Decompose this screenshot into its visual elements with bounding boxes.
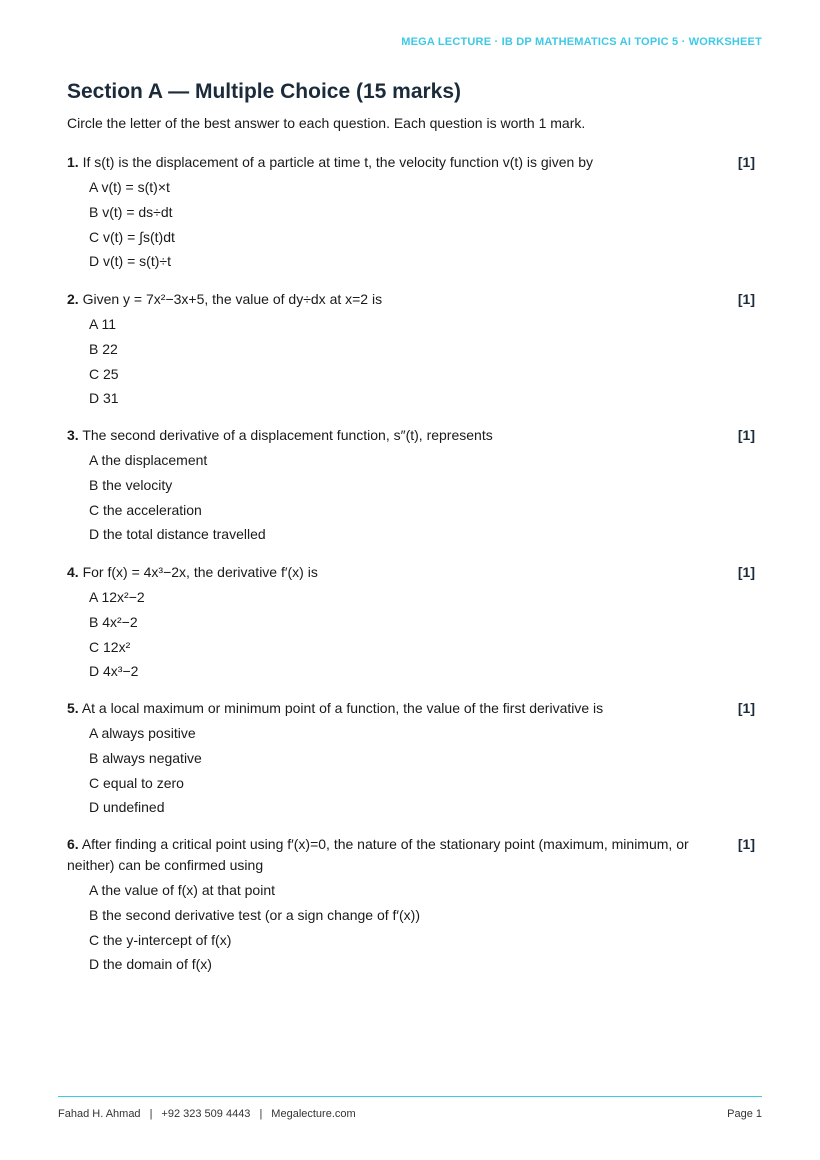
question-text: If s(t) is the displacement of a particle at time t, the velocity function v(t) is given by: [82, 154, 594, 170]
question-6: [67, 834, 755, 977]
question-text: Given y = 7x²−3x+5, the value of dy÷dx at x=2 is: [82, 291, 383, 307]
option-c[interactable]: C v(t) = ∫s(t)dt: [89, 228, 175, 245]
option-a[interactable]: A always positive: [89, 725, 196, 741]
question-marks: [1]: [737, 291, 755, 307]
question-marks: [1]: [737, 564, 755, 580]
option-d[interactable]: D 4x³−2: [89, 663, 139, 680]
option-c[interactable]: C the y-intercept of f(x): [89, 931, 232, 948]
question-text: After finding a critical point using f′(x)=0, the nature of the stationary point (maximum, minimum, or neither) can be confirmed using: [67, 836, 689, 873]
instructions: Circle the letter of the best answer to each question. Each question is worth 1 mark.: [67, 115, 586, 131]
option-d[interactable]: D undefined: [89, 799, 165, 816]
option-list: [89, 585, 755, 684]
question-number: 2.: [67, 291, 79, 307]
section-title: Section A — Multiple Choice (15 marks): [67, 80, 462, 103]
option-list: [89, 878, 755, 977]
option-list: [89, 448, 755, 547]
option-b[interactable]: B the second derivative test (or a sign change of f′(x)): [89, 906, 421, 923]
question-marks: [1]: [737, 154, 755, 170]
question-number: 4.: [67, 564, 79, 580]
option-d[interactable]: D the domain of f(x): [89, 956, 212, 973]
option-a[interactable]: A v(t) = s(t)×t: [89, 179, 170, 195]
option-d[interactable]: D the total distance travelled: [89, 526, 266, 543]
question-number: 6.: [67, 836, 79, 852]
option-b[interactable]: B 22: [89, 340, 118, 357]
option-a[interactable]: A 11: [89, 316, 116, 332]
option-c[interactable]: C the acceleration: [89, 501, 202, 518]
page-number: Page 1: [727, 1108, 762, 1120]
question-stem: [67, 152, 755, 173]
option-b[interactable]: B 4x²−2: [89, 613, 138, 630]
footer-separator: |: [259, 1108, 263, 1120]
question-1: [67, 152, 755, 274]
question-stem: [67, 698, 755, 719]
footer-separator: |: [149, 1108, 153, 1120]
question-marks: [1]: [737, 427, 755, 443]
option-a[interactable]: A the displacement: [89, 452, 208, 468]
option-b[interactable]: B v(t) = ds÷dt: [89, 203, 173, 220]
option-d[interactable]: D 31: [89, 390, 119, 407]
question-4: [67, 562, 755, 684]
question-text: For f(x) = 4x³−2x, the derivative f′(x) is: [82, 564, 318, 580]
page-header: MEGA LECTURE · IB DP MATHEMATICS AI TOPIC 5 · WORKSHEET: [401, 36, 762, 48]
question-2: [67, 289, 755, 411]
question-stem: [67, 834, 755, 876]
question-text: At a local maximum or minimum point of a function, the value of the first derivative is: [81, 700, 604, 716]
option-d[interactable]: D v(t) = s(t)÷t: [89, 253, 171, 270]
option-a[interactable]: A 12x²−2: [89, 589, 145, 605]
question-3: [67, 425, 755, 547]
option-c[interactable]: C 25: [89, 365, 119, 382]
footer-website[interactable]: Megalecture.com: [271, 1108, 356, 1120]
option-b[interactable]: B the velocity: [89, 476, 173, 493]
question-5: [67, 698, 755, 820]
question-marks: [1]: [737, 700, 755, 716]
question-marks: [1]: [737, 836, 755, 852]
footer-author: Fahad H. Ahmad: [58, 1108, 141, 1120]
option-b[interactable]: B always negative: [89, 749, 202, 766]
footer-phone: +92 323 509 4443: [161, 1108, 251, 1120]
option-c[interactable]: C 12x²: [89, 638, 131, 655]
option-c[interactable]: C equal to zero: [89, 774, 184, 791]
option-list: [89, 312, 755, 411]
footer-divider: [58, 1096, 762, 1097]
question-stem: [67, 289, 755, 310]
footer-contact: [58, 1108, 356, 1120]
question-stem: [67, 425, 755, 446]
question-text: The second derivative of a displacement function, s″(t), represents: [82, 427, 493, 443]
question-number: 3.: [67, 427, 79, 443]
question-number: 1.: [67, 154, 79, 170]
question-number: 5.: [67, 700, 79, 716]
option-a[interactable]: A the value of f(x) at that point: [89, 882, 275, 898]
option-list: [89, 175, 755, 274]
option-list: [89, 721, 755, 820]
question-stem: [67, 562, 755, 583]
